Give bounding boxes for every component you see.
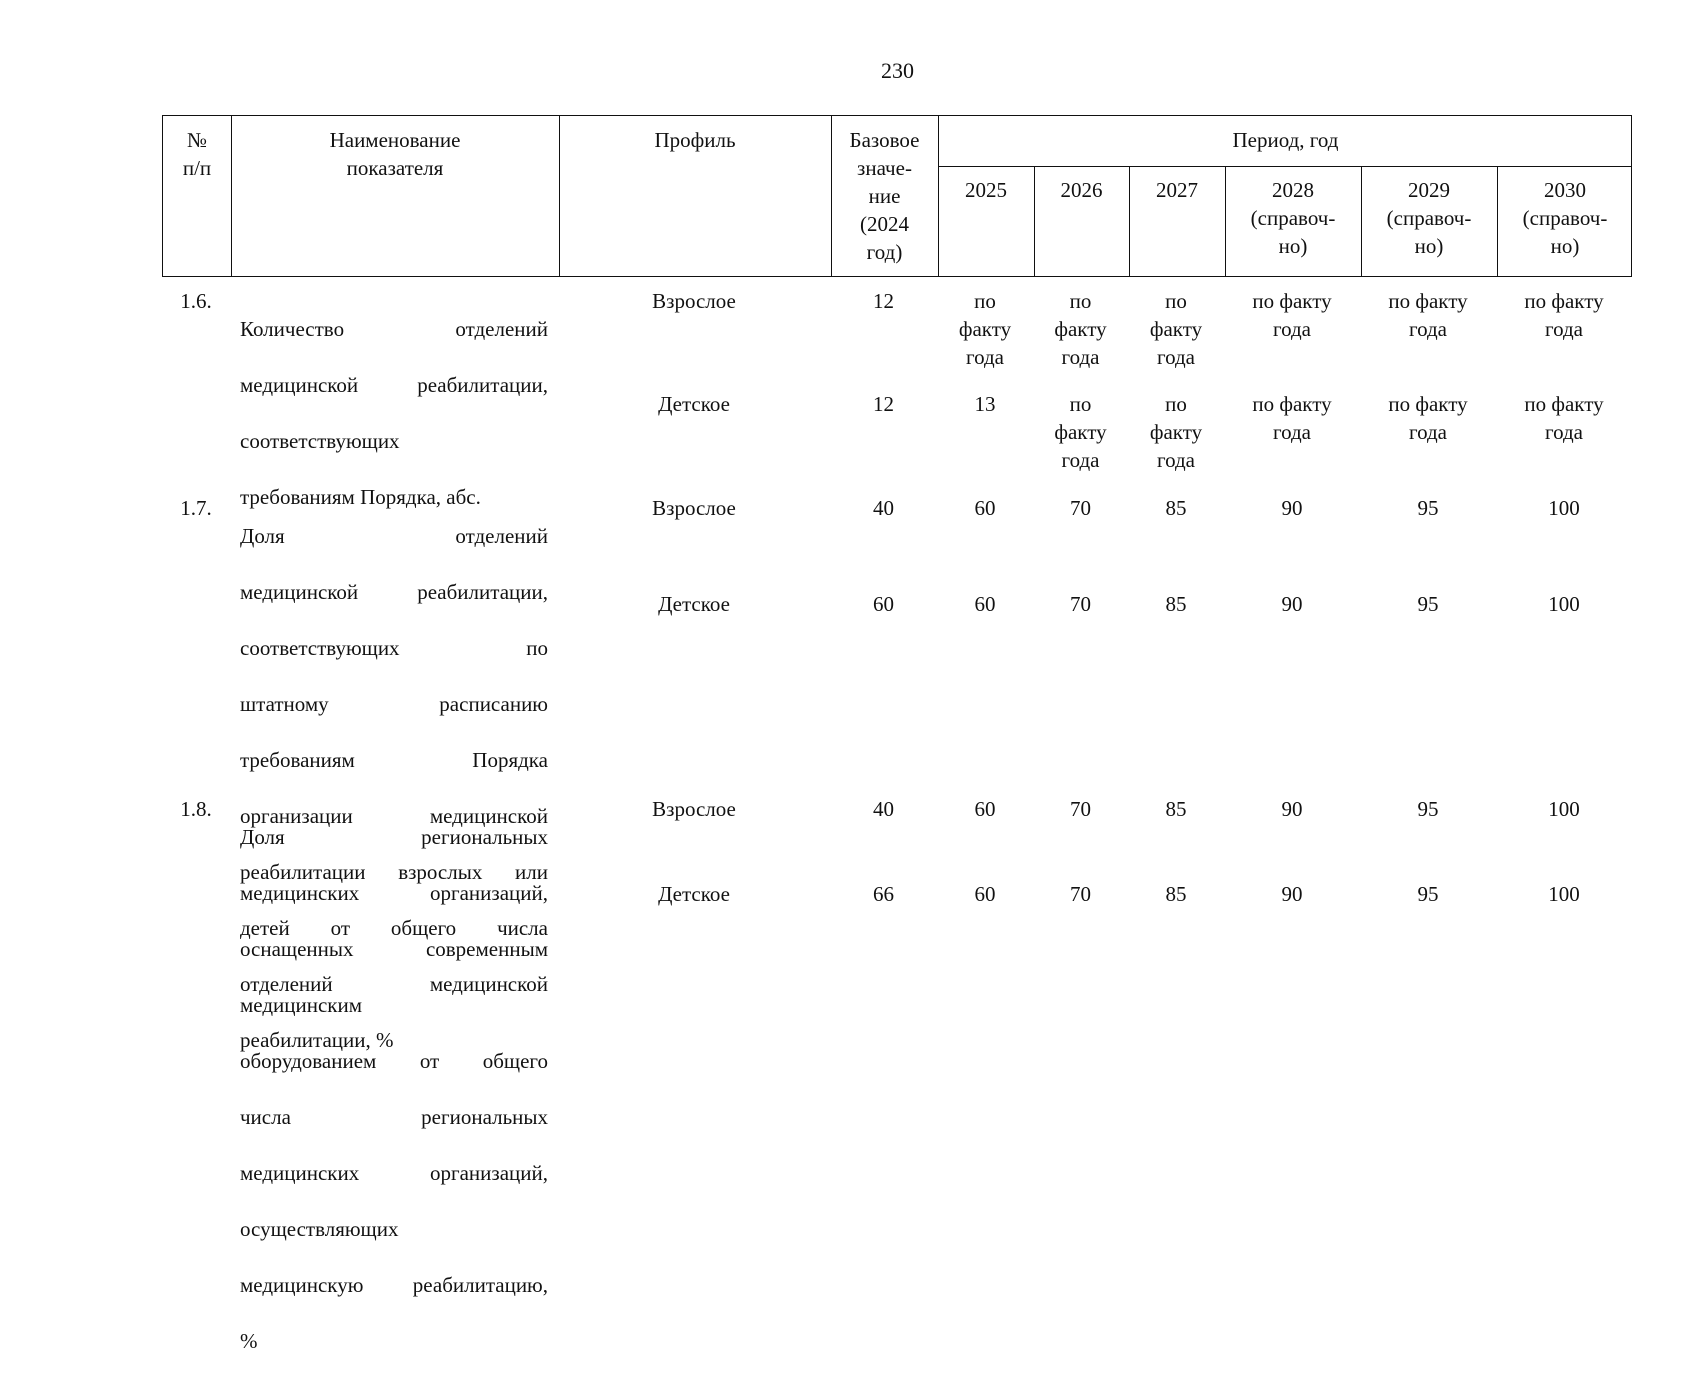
header-year: 2028 (справоч- но) (1250, 178, 1336, 258)
value-cell: 70 (1070, 592, 1091, 616)
value-cell: 60 (974, 797, 996, 821)
row-number: 1.8. (180, 797, 212, 821)
header-base: Базовое значе- ние (2024 год) (849, 128, 920, 264)
value-cell: 13 (974, 392, 996, 416)
value-cell: по факту года (1054, 392, 1107, 472)
value-cell: 100 (1548, 496, 1580, 520)
value-cell: 100 (1548, 592, 1580, 616)
value-cell: по факту года (1388, 392, 1468, 444)
value-cell: 95 (1417, 797, 1439, 821)
value-cell: по факту года (1524, 392, 1604, 444)
value-cell: 70 (1070, 882, 1091, 906)
table-header (162, 115, 1632, 277)
header-year: 2027 (1156, 178, 1198, 202)
value-cell: по факту года (1149, 289, 1203, 369)
indicator-name: Доля региональных медицинских организаций, оснащенных современным медицинским оборудованием от общего числа региональных медицинских организаций, осуществляющих медицинскую реабилитацию, % (240, 825, 548, 1353)
value-cell: 85 (1165, 496, 1187, 520)
profile-cell: Детское (658, 882, 730, 906)
value-cell: по факту года (1252, 392, 1332, 444)
value-cell: по факту года (1388, 289, 1468, 341)
row-number: 1.7. (180, 496, 212, 520)
base-value: 40 (873, 797, 894, 821)
value-cell: 70 (1070, 496, 1091, 520)
value-cell: 100 (1548, 797, 1580, 821)
value-cell: по факту года (1524, 289, 1604, 341)
header-name: Наименование показателя (329, 128, 461, 180)
value-cell: 85 (1165, 882, 1187, 906)
value-cell: 95 (1417, 882, 1439, 906)
indicator-name: Количество отделений медицинской реабилитации, соответствующих требованиям Порядка, абс. (240, 317, 548, 509)
profile-cell: Детское (658, 592, 730, 616)
header-profile: Профиль (654, 128, 736, 152)
header-year: 2029 (справоч- но) (1386, 178, 1472, 258)
value-cell: 95 (1417, 496, 1439, 520)
header-divider (938, 166, 1631, 167)
header-year: 2025 (965, 178, 1007, 202)
profile-cell: Взрослое (652, 289, 736, 313)
header-year: 2030 (справоч- но) (1522, 178, 1608, 258)
profile-cell: Взрослое (652, 797, 736, 821)
profile-cell: Взрослое (652, 496, 736, 520)
table-body (162, 277, 1632, 1353)
value-cell: 85 (1165, 797, 1187, 821)
value-cell: 100 (1548, 882, 1580, 906)
indicator-name: Доля отделений медицинской реабилитации, соответствующих по штатному расписанию требованиям Порядка организации медицинской реабилитации взрослых или детей от общего числа отделений медицинской реабилитации, % (240, 524, 548, 1052)
value-cell: по факту года (958, 289, 1012, 369)
value-cell: 90 (1281, 496, 1303, 520)
value-cell: 90 (1281, 797, 1303, 821)
value-cell: 85 (1165, 592, 1187, 616)
value-cell: 60 (974, 882, 996, 906)
profile-cell: Детское (658, 392, 730, 416)
header-year: 2026 (1060, 178, 1103, 202)
value-cell: по факту года (1252, 289, 1332, 341)
value-cell: 90 (1281, 592, 1303, 616)
value-cell: 95 (1417, 592, 1439, 616)
value-cell: 60 (974, 496, 996, 520)
value-cell: по факту года (1054, 289, 1107, 369)
value-cell: 60 (974, 592, 996, 616)
header-period: Период, год (1232, 128, 1339, 152)
value-cell: 70 (1070, 797, 1091, 821)
page-number: 230 (881, 58, 914, 83)
base-value: 12 (873, 289, 894, 313)
base-value: 12 (873, 392, 894, 416)
base-value: 60 (873, 592, 894, 616)
row-number: 1.6. (180, 289, 212, 313)
base-value: 66 (873, 882, 894, 906)
header-num: № п/п (182, 128, 212, 180)
value-cell: 90 (1281, 882, 1303, 906)
base-value: 40 (873, 496, 894, 520)
value-cell: по факту года (1149, 392, 1203, 472)
